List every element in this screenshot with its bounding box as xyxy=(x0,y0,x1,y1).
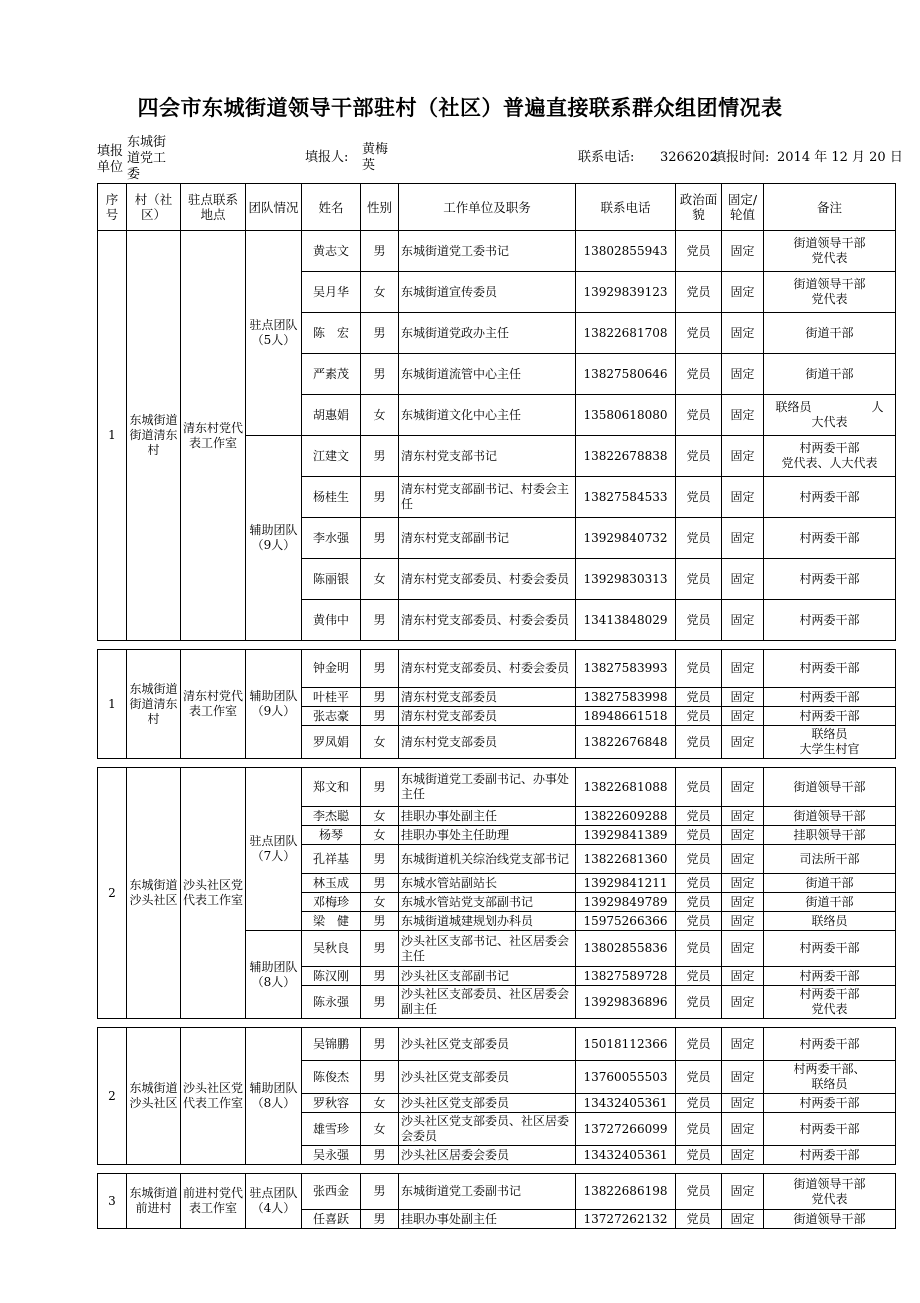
fixed-cell: 固定 xyxy=(722,272,764,313)
fixed-cell: 固定 xyxy=(722,845,764,874)
sex-cell: 男 xyxy=(361,1210,399,1229)
note-cell: 村两委干部 xyxy=(764,1146,896,1165)
job-cell: 东城街道党工委书记 xyxy=(399,231,576,272)
job-cell: 清东村党支部委员 xyxy=(399,707,576,726)
fixed-cell: 固定 xyxy=(722,1061,764,1094)
fixed-cell: 固定 xyxy=(722,1028,764,1061)
name-cell: 黄志文 xyxy=(302,231,361,272)
sex-cell: 女 xyxy=(361,559,399,600)
sex-cell: 女 xyxy=(361,726,399,759)
sex-cell: 女 xyxy=(361,395,399,436)
job-cell: 东城街道机关综治线党支部书记 xyxy=(399,845,576,874)
note-cell: 村两委干部 xyxy=(764,1113,896,1146)
sex-cell: 男 xyxy=(361,477,399,518)
job-cell: 东城街道党工委副书记 xyxy=(399,1174,576,1210)
sex-cell: 男 xyxy=(361,1174,399,1210)
name-cell: 张志豪 xyxy=(302,707,361,726)
village-cell: 东城街道街道清东村 xyxy=(127,650,181,759)
sex-cell: 男 xyxy=(361,931,399,967)
phone-cell: 13929830313 xyxy=(576,559,676,600)
name-cell: 吴永强 xyxy=(302,1146,361,1165)
table-row xyxy=(98,650,896,688)
location-cell: 前进村党代表工作室 xyxy=(181,1174,246,1229)
party-cell: 党员 xyxy=(676,931,722,967)
location-cell: 清东村党代表工作室 xyxy=(181,231,246,641)
fixed-cell: 固定 xyxy=(722,1094,764,1113)
seq-cell: 1 xyxy=(98,231,127,641)
note-cell: 村两委干部 xyxy=(764,688,896,707)
name-cell: 雄雪珍 xyxy=(302,1113,361,1146)
party-cell: 党员 xyxy=(676,436,722,477)
sex-cell: 男 xyxy=(361,600,399,641)
fixed-cell: 固定 xyxy=(722,807,764,826)
fixed-cell: 固定 xyxy=(722,1174,764,1210)
name-cell: 张西金 xyxy=(302,1174,361,1210)
team-cell: 驻点团队（7人） xyxy=(246,768,302,931)
job-cell: 清东村党支部副书记 xyxy=(399,518,576,559)
seq-cell: 3 xyxy=(98,1174,127,1229)
phone-cell: 13432405361 xyxy=(576,1094,676,1113)
sex-cell: 男 xyxy=(361,1146,399,1165)
table-row xyxy=(98,1174,896,1210)
job-cell: 挂职办事处副主任 xyxy=(399,807,576,826)
seq-cell: 2 xyxy=(98,768,127,1019)
fixed-cell: 固定 xyxy=(722,986,764,1019)
party-cell: 党员 xyxy=(676,1113,722,1146)
team-cell: 辅助团队（9人） xyxy=(246,650,302,759)
page-gap xyxy=(98,759,896,768)
name-cell: 吴月华 xyxy=(302,272,361,313)
header-location: 驻点联系地点 xyxy=(181,184,246,231)
team-cell: 驻点团队（4人） xyxy=(246,1174,302,1229)
party-cell: 党员 xyxy=(676,912,722,931)
name-cell: 陈汉刚 xyxy=(302,967,361,986)
name-cell: 罗秋容 xyxy=(302,1094,361,1113)
fixed-cell: 固定 xyxy=(722,768,764,807)
sex-cell: 女 xyxy=(361,826,399,845)
fixed-cell: 固定 xyxy=(722,559,764,600)
seq-cell: 1 xyxy=(98,650,127,759)
job-cell: 东城街道城建规划办科员 xyxy=(399,912,576,931)
team-cell: 辅助团队（8人） xyxy=(246,931,302,1019)
party-cell: 党员 xyxy=(676,688,722,707)
job-cell: 清东村党支部委员、村委会委员 xyxy=(399,600,576,641)
fixed-cell: 固定 xyxy=(722,477,764,518)
name-cell: 任喜跃 xyxy=(302,1210,361,1229)
name-cell: 胡惠娟 xyxy=(302,395,361,436)
fixed-cell: 固定 xyxy=(722,874,764,893)
header-sex: 性别 xyxy=(361,184,399,231)
party-cell: 党员 xyxy=(676,1174,722,1210)
name-cell: 钟金明 xyxy=(302,650,361,688)
party-cell: 党员 xyxy=(676,826,722,845)
note-cell: 村两委干部 xyxy=(764,559,896,600)
village-cell: 东城街道街道清东村 xyxy=(127,231,181,641)
phone-cell: 13822678838 xyxy=(576,436,676,477)
note-cell: 村两委干部 xyxy=(764,477,896,518)
job-cell: 清东村党支部书记 xyxy=(399,436,576,477)
phone-cell: 13727266099 xyxy=(576,1113,676,1146)
party-cell: 党员 xyxy=(676,272,722,313)
phone-cell: 13822609288 xyxy=(576,807,676,826)
note-cell: 街道干部 xyxy=(764,874,896,893)
party-cell: 党员 xyxy=(676,1061,722,1094)
sex-cell: 男 xyxy=(361,986,399,1019)
location-cell: 清东村党代表工作室 xyxy=(181,650,246,759)
seq-cell: 2 xyxy=(98,1028,127,1165)
phone-label: 联系电话: xyxy=(578,150,635,165)
sex-cell: 女 xyxy=(361,1113,399,1146)
note-cell: 村两委干部、 联络员 xyxy=(764,1061,896,1094)
job-cell: 东城水管站副站长 xyxy=(399,874,576,893)
table-row xyxy=(98,768,896,807)
name-cell: 陈永强 xyxy=(302,986,361,1019)
name-cell: 陈丽银 xyxy=(302,559,361,600)
party-cell: 党员 xyxy=(676,707,722,726)
party-cell: 党员 xyxy=(676,967,722,986)
fixed-cell: 固定 xyxy=(722,893,764,912)
note-cell: 街道干部 xyxy=(764,354,896,395)
job-cell: 沙头社区居委会委员 xyxy=(399,1146,576,1165)
party-cell: 党员 xyxy=(676,874,722,893)
job-cell: 沙头社区党支部委员 xyxy=(399,1094,576,1113)
header-note: 备注 xyxy=(764,184,896,231)
page-gap xyxy=(98,641,896,650)
phone-cell: 13432405361 xyxy=(576,1146,676,1165)
name-cell: 李水强 xyxy=(302,518,361,559)
note-cell: 街道领导干部 xyxy=(764,807,896,826)
party-cell: 党员 xyxy=(676,893,722,912)
team-cell: 辅助团队（9人） xyxy=(246,436,302,641)
party-cell: 党员 xyxy=(676,477,722,518)
party-cell: 党员 xyxy=(676,559,722,600)
sex-cell: 男 xyxy=(361,967,399,986)
phone-cell: 13727262132 xyxy=(576,1210,676,1229)
job-cell: 东城街道流管中心主任 xyxy=(399,354,576,395)
table-row xyxy=(98,231,896,272)
party-cell: 党员 xyxy=(676,354,722,395)
sex-cell: 男 xyxy=(361,1028,399,1061)
phone-cell: 13822681088 xyxy=(576,768,676,807)
party-cell: 党员 xyxy=(676,986,722,1019)
unit-value: 东城街道党工委 xyxy=(127,135,167,182)
village-cell: 东城街道沙头社区 xyxy=(127,1028,181,1165)
fixed-cell: 固定 xyxy=(722,354,764,395)
phone-cell: 13827589728 xyxy=(576,967,676,986)
job-cell: 清东村党支部副书记、村委会主任 xyxy=(399,477,576,518)
fixed-cell: 固定 xyxy=(722,707,764,726)
job-cell: 东城水管站党支部副书记 xyxy=(399,893,576,912)
table-row xyxy=(98,1028,896,1061)
fixed-cell: 固定 xyxy=(722,726,764,759)
sex-cell: 男 xyxy=(361,518,399,559)
phone-cell: 13802855943 xyxy=(576,231,676,272)
phone-cell: 13760055503 xyxy=(576,1061,676,1094)
location-cell: 沙头社区党代表工作室 xyxy=(181,768,246,1019)
note-cell: 村两委干部 xyxy=(764,518,896,559)
header-fixed: 固定/轮值 xyxy=(722,184,764,231)
note-cell: 街道领导干部 党代表 xyxy=(764,1174,896,1210)
phone-cell: 13929849789 xyxy=(576,893,676,912)
name-cell: 邓梅珍 xyxy=(302,893,361,912)
sex-cell: 男 xyxy=(361,436,399,477)
party-cell: 党员 xyxy=(676,650,722,688)
job-cell: 东城街道党工委副书记、办事处主任 xyxy=(399,768,576,807)
job-cell: 东城街道宣传委员 xyxy=(399,272,576,313)
phone-cell: 13929840732 xyxy=(576,518,676,559)
name-cell: 孔祥基 xyxy=(302,845,361,874)
sex-cell: 男 xyxy=(361,874,399,893)
fixed-cell: 固定 xyxy=(722,688,764,707)
fixed-cell: 固定 xyxy=(722,231,764,272)
note-cell: 村两委干部 xyxy=(764,931,896,967)
sex-cell: 男 xyxy=(361,231,399,272)
job-cell: 挂职办事处主任助理 xyxy=(399,826,576,845)
fixed-cell: 固定 xyxy=(722,313,764,354)
page-gap xyxy=(98,1165,896,1174)
sex-cell: 男 xyxy=(361,707,399,726)
name-cell: 罗凤娟 xyxy=(302,726,361,759)
note-cell: 街道领导干部 党代表 xyxy=(764,272,896,313)
name-cell: 江建文 xyxy=(302,436,361,477)
header-job: 工作单位及职务 xyxy=(399,184,576,231)
job-cell: 沙头社区党支部委员 xyxy=(399,1061,576,1094)
phone-cell: 13822681708 xyxy=(576,313,676,354)
sex-cell: 女 xyxy=(361,893,399,912)
fixed-cell: 固定 xyxy=(722,1146,764,1165)
unit-label: 填报单位 xyxy=(97,144,124,175)
header-seq: 序号 xyxy=(98,184,127,231)
note-cell: 街道干部 xyxy=(764,893,896,912)
note-cell: 街道领导干部 党代表 xyxy=(764,231,896,272)
phone-cell: 13929841389 xyxy=(576,826,676,845)
phone-cell: 13827583993 xyxy=(576,650,676,688)
name-cell: 梁 健 xyxy=(302,912,361,931)
note-cell: 村两委干部 xyxy=(764,967,896,986)
sex-cell: 男 xyxy=(361,768,399,807)
party-cell: 党员 xyxy=(676,1028,722,1061)
note-cell: 街道干部 xyxy=(764,313,896,354)
contact-table xyxy=(97,183,896,1229)
note-cell: 街道领导干部 xyxy=(764,1210,896,1229)
phone-cell: 13802855836 xyxy=(576,931,676,967)
phone-cell: 13413848029 xyxy=(576,600,676,641)
name-cell: 吴锦鹏 xyxy=(302,1028,361,1061)
name-cell: 陈 宏 xyxy=(302,313,361,354)
sex-cell: 女 xyxy=(361,1094,399,1113)
party-cell: 党员 xyxy=(676,231,722,272)
sex-cell: 男 xyxy=(361,1061,399,1094)
name-cell: 李杰聪 xyxy=(302,807,361,826)
note-cell: 联络员 大学生村官 xyxy=(764,726,896,759)
note-cell: 村两委干部 党代表、人大代表 xyxy=(764,436,896,477)
phone-cell: 13827584533 xyxy=(576,477,676,518)
job-cell: 清东村党支部委员 xyxy=(399,688,576,707)
party-cell: 党员 xyxy=(676,726,722,759)
party-cell: 党员 xyxy=(676,1146,722,1165)
name-cell: 杨桂生 xyxy=(302,477,361,518)
phone-cell: 13929839123 xyxy=(576,272,676,313)
sex-cell: 女 xyxy=(361,807,399,826)
note-cell: 挂职领导干部 xyxy=(764,826,896,845)
name-cell: 严素茂 xyxy=(302,354,361,395)
fixed-cell: 固定 xyxy=(722,912,764,931)
page-title: 四会市东城街道领导干部驻村（社区）普遍直接联系群众组团情况表 xyxy=(137,96,783,120)
sex-cell: 男 xyxy=(361,688,399,707)
note-cell: 村两委干部 xyxy=(764,650,896,688)
note-cell: 村两委干部 xyxy=(764,1094,896,1113)
name-cell: 叶桂平 xyxy=(302,688,361,707)
name-cell: 杨琴 xyxy=(302,826,361,845)
fixed-cell: 固定 xyxy=(722,518,764,559)
note-cell: 村两委干部 xyxy=(764,707,896,726)
name-cell: 陈俊杰 xyxy=(302,1061,361,1094)
date-label: 填报时间: xyxy=(713,150,770,165)
header-phone: 联系电话 xyxy=(576,184,676,231)
phone-cell: 18948661518 xyxy=(576,707,676,726)
job-cell: 清东村党支部委员、村委会委员 xyxy=(399,650,576,688)
party-cell: 党员 xyxy=(676,1210,722,1229)
job-cell: 沙头社区党支部委员、社区居委会委员 xyxy=(399,1113,576,1146)
name-cell: 吴秋良 xyxy=(302,931,361,967)
header-village: 村（社区） xyxy=(127,184,181,231)
sex-cell: 男 xyxy=(361,650,399,688)
date-value: 2014 年 12 月 20 日 xyxy=(777,150,903,165)
job-cell: 沙头社区支部委员、社区居委会副主任 xyxy=(399,986,576,1019)
header-team: 团队情况 xyxy=(246,184,302,231)
job-cell: 东城街道文化中心主任 xyxy=(399,395,576,436)
party-cell: 党员 xyxy=(676,600,722,641)
fixed-cell: 固定 xyxy=(722,1210,764,1229)
page-gap xyxy=(98,1019,896,1028)
phone-cell: 13929841211 xyxy=(576,874,676,893)
phone-cell: 13822676848 xyxy=(576,726,676,759)
sex-cell: 女 xyxy=(361,272,399,313)
name-cell: 林玉成 xyxy=(302,874,361,893)
job-cell: 沙头社区党支部委员 xyxy=(399,1028,576,1061)
party-cell: 党员 xyxy=(676,518,722,559)
party-cell: 党员 xyxy=(676,768,722,807)
header-row xyxy=(98,184,896,231)
phone-cell: 13822681360 xyxy=(576,845,676,874)
fixed-cell: 固定 xyxy=(722,826,764,845)
job-cell: 清东村党支部委员、村委会委员 xyxy=(399,559,576,600)
sex-cell: 男 xyxy=(361,313,399,354)
filler-label: 填报人: xyxy=(305,150,349,165)
village-cell: 东城街道沙头社区 xyxy=(127,768,181,1019)
note-cell: 联络员 人 大代表 xyxy=(764,395,896,436)
sex-cell: 男 xyxy=(361,354,399,395)
fixed-cell: 固定 xyxy=(722,395,764,436)
location-cell: 沙头社区党代表工作室 xyxy=(181,1028,246,1165)
phone-cell: 13929836896 xyxy=(576,986,676,1019)
fixed-cell: 固定 xyxy=(722,967,764,986)
sex-cell: 男 xyxy=(361,845,399,874)
village-cell: 东城街道前进村 xyxy=(127,1174,181,1229)
sex-cell: 男 xyxy=(361,912,399,931)
party-cell: 党员 xyxy=(676,807,722,826)
party-cell: 党员 xyxy=(676,1094,722,1113)
team-cell: 驻点团队（5人） xyxy=(246,231,302,436)
note-cell: 司法所干部 xyxy=(764,845,896,874)
fixed-cell: 固定 xyxy=(722,436,764,477)
phone-cell: 15975266366 xyxy=(576,912,676,931)
fixed-cell: 固定 xyxy=(722,1113,764,1146)
fixed-cell: 固定 xyxy=(722,931,764,967)
job-cell: 清东村党支部委员 xyxy=(399,726,576,759)
note-cell: 联络员 xyxy=(764,912,896,931)
name-cell: 郑文和 xyxy=(302,768,361,807)
party-cell: 党员 xyxy=(676,395,722,436)
team-cell: 辅助团队（8人） xyxy=(246,1028,302,1165)
filler-value: 黄梅英 xyxy=(362,142,389,173)
note-cell: 村两委干部 xyxy=(764,600,896,641)
note-cell: 街道领导干部 xyxy=(764,768,896,807)
header-name: 姓名 xyxy=(302,184,361,231)
fixed-cell: 固定 xyxy=(722,600,764,641)
job-cell: 东城街道党政办主任 xyxy=(399,313,576,354)
party-cell: 党员 xyxy=(676,313,722,354)
phone-cell: 13580618080 xyxy=(576,395,676,436)
party-cell: 党员 xyxy=(676,845,722,874)
job-cell: 沙头社区支部书记、社区居委会主任 xyxy=(399,931,576,967)
name-cell: 黄伟中 xyxy=(302,600,361,641)
note-cell: 村两委干部 xyxy=(764,1028,896,1061)
job-cell: 沙头社区支部副书记 xyxy=(399,967,576,986)
note-cell: 村两委干部 党代表 xyxy=(764,986,896,1019)
phone-cell: 13827580646 xyxy=(576,354,676,395)
header-party: 政治面貌 xyxy=(676,184,722,231)
phone-cell: 15018112366 xyxy=(576,1028,676,1061)
fixed-cell: 固定 xyxy=(722,650,764,688)
phone-cell: 13822686198 xyxy=(576,1174,676,1210)
phone-value: 3266202 xyxy=(660,150,718,165)
job-cell: 挂职办事处副主任 xyxy=(399,1210,576,1229)
phone-cell: 13827583998 xyxy=(576,688,676,707)
